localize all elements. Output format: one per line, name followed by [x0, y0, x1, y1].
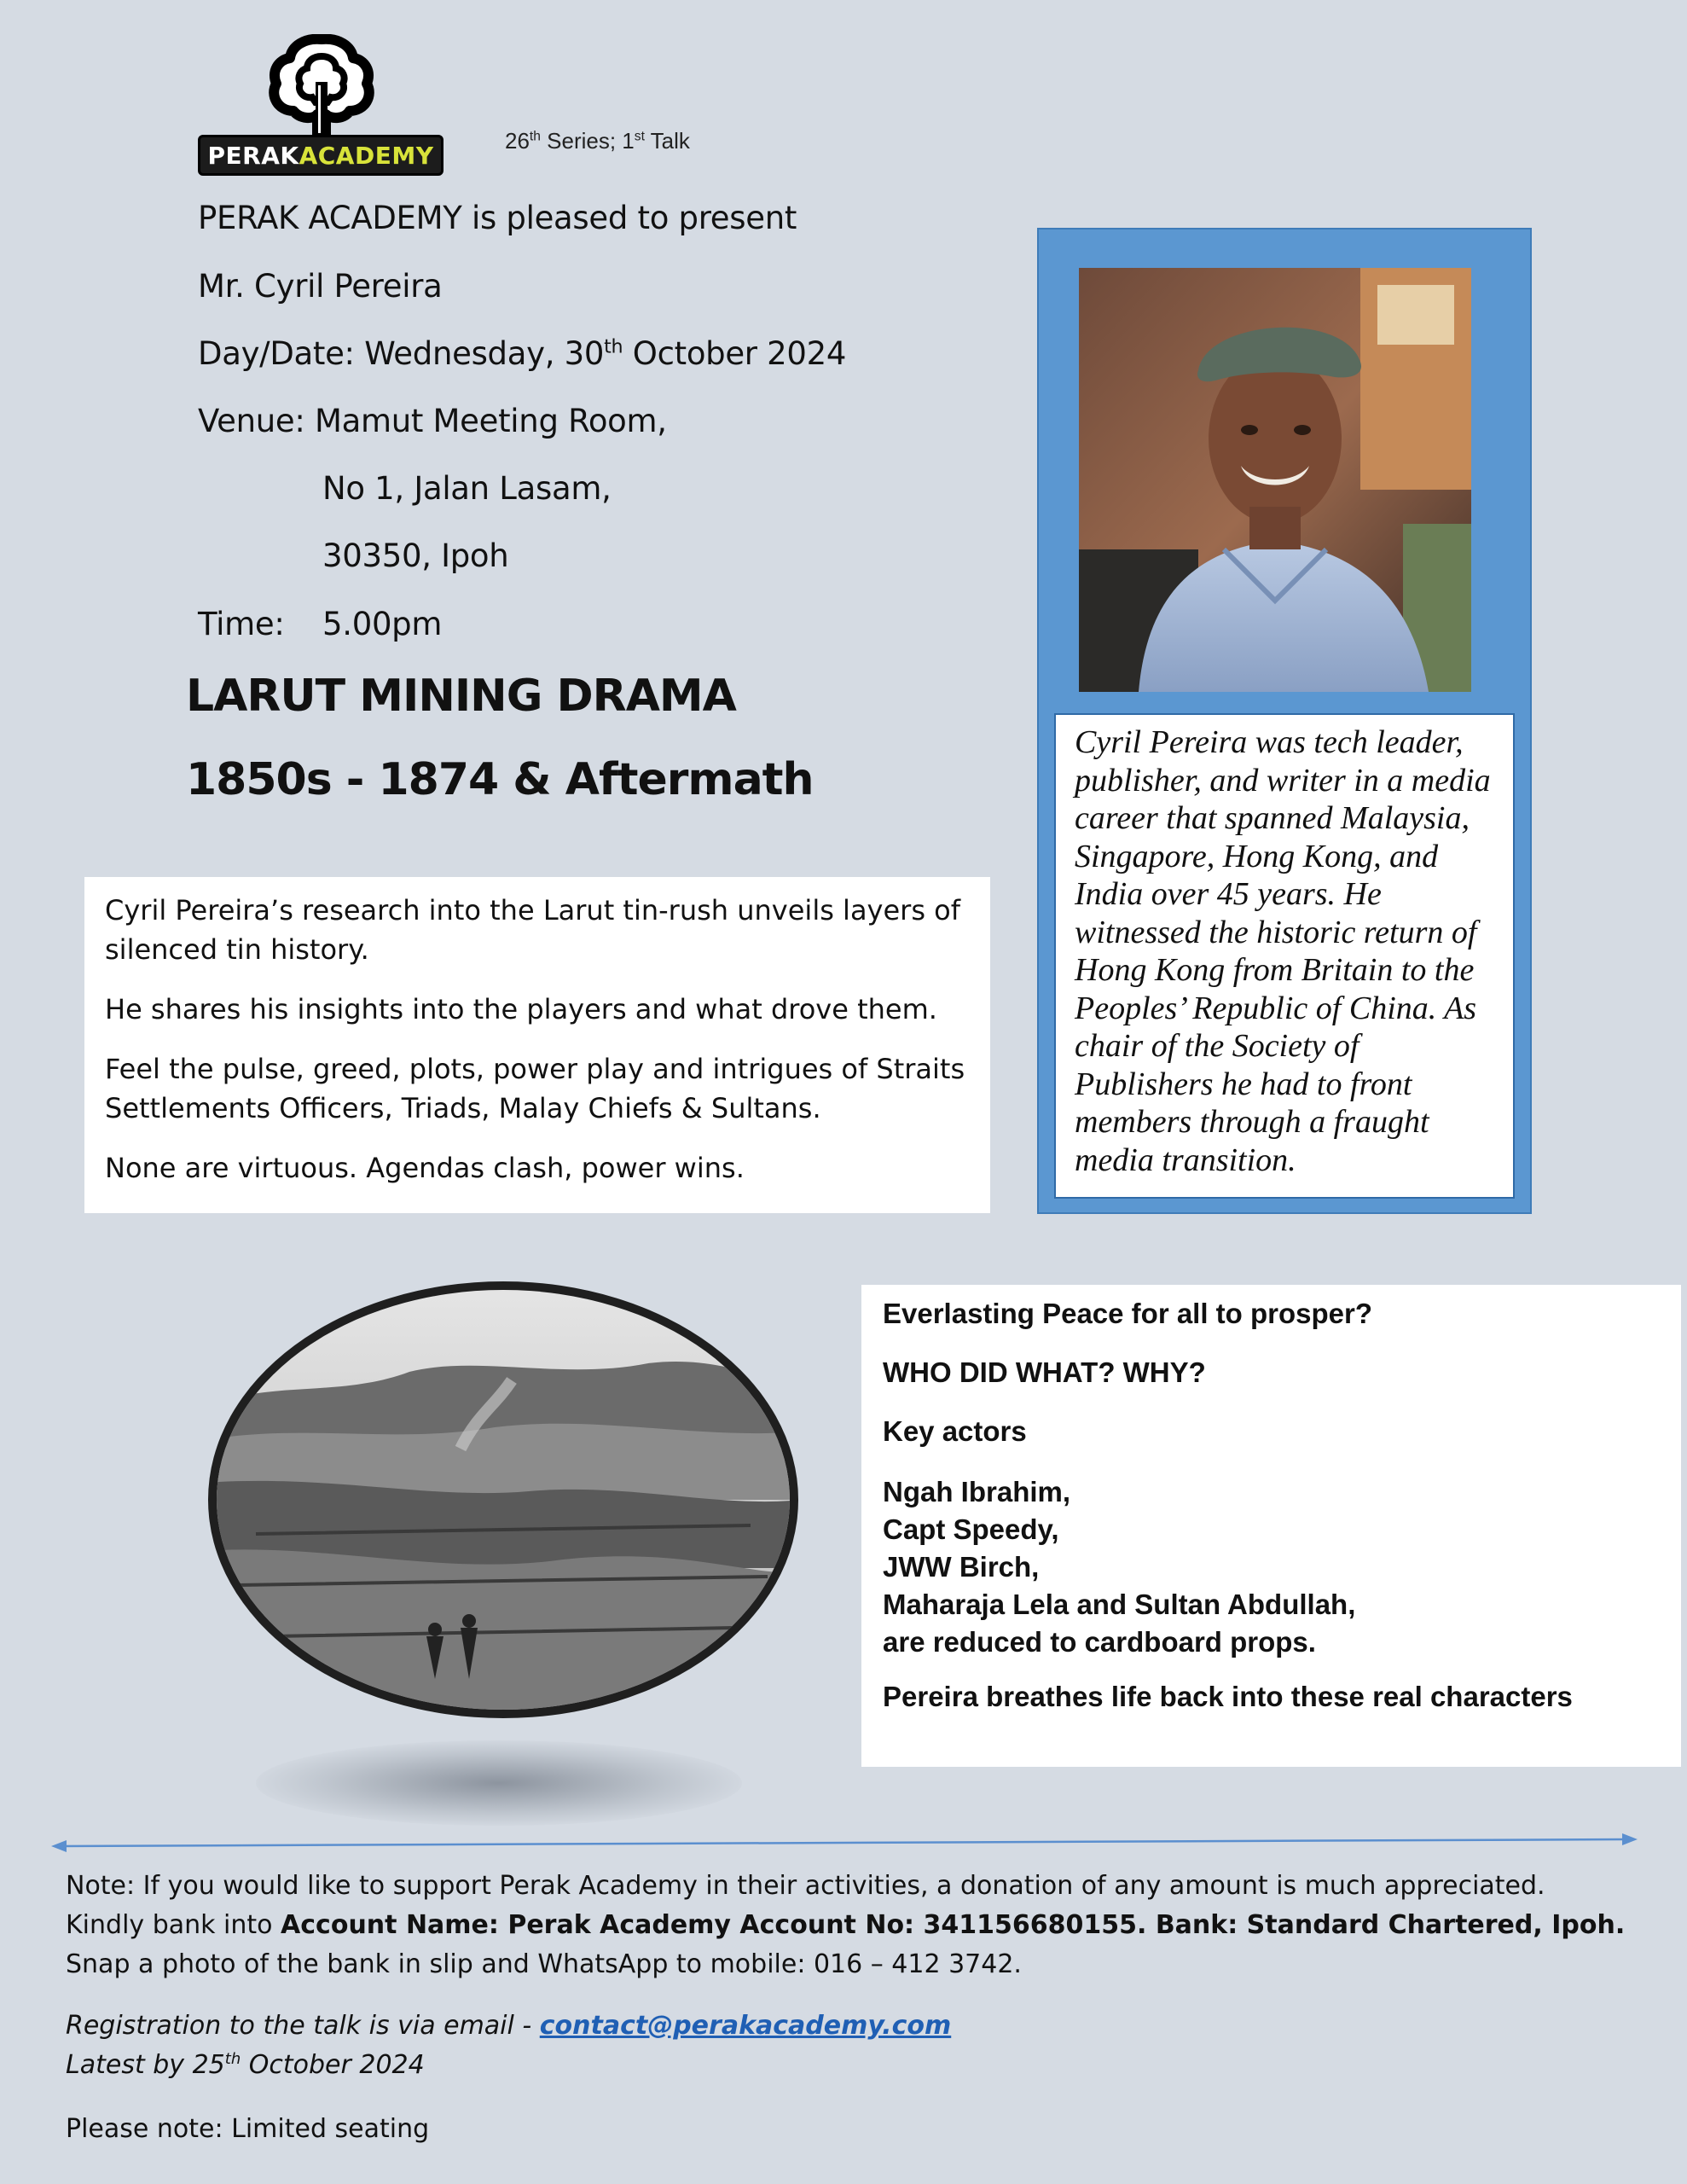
tree-icon [266, 34, 377, 136]
perak-academy-logo [198, 34, 445, 177]
description-paragraph: He shares his insights into the players and what drove them. [105, 993, 937, 1025]
speaker-photo [1079, 268, 1471, 692]
donation-note: Note: If you would like to support Perak Academy in their activities, a donation of any amount is much appreciated. [66, 1871, 1545, 1901]
logo-text: PERAKACADEMY [207, 141, 434, 170]
whatsapp-note: Snap a photo of the bank in slip and WhatsApp to mobile: 016 – 412 3742. [66, 1949, 1022, 1979]
registration-line: Registration to the talk is via email - contact@perakacademy.com [66, 2011, 952, 2041]
question-peace: Everlasting Peace for all to prosper? [883, 1298, 1373, 1329]
actor-name: are reduced to cardboard props. [883, 1626, 1316, 1658]
actor-name: Maharaja Lela and Sultan Abdullah, [883, 1589, 1356, 1620]
closing-line: Pereira breathes life back into these real characters [883, 1681, 1573, 1712]
photo-shadow [256, 1740, 742, 1826]
time-label: Time: [198, 606, 285, 642]
question-who: WHO DID WHAT? WHY? [883, 1356, 1206, 1388]
actor-name: JWW Birch, [883, 1551, 1040, 1583]
double-arrow-divider [51, 1833, 1638, 1858]
venue-line-3: 30350, Ipoh [322, 537, 509, 574]
time-value: 5.00pm [322, 606, 443, 642]
larut-mine-photo [205, 1278, 802, 1722]
event-time [198, 606, 443, 642]
venue-line-2: No 1, Jalan Lasam, [322, 470, 612, 507]
actor-name: Capt Speedy, [883, 1513, 1059, 1545]
venue-line-1: Venue: Mamut Meeting Room, [198, 403, 667, 439]
speaker-name: Mr. Cyril Pereira [198, 268, 443, 305]
speaker-bio-panel [1037, 228, 1532, 1214]
key-actors-box [861, 1285, 1681, 1767]
description-paragraph: Cyril Pereira’s research into the Larut tin-rush unveils layers of silenced tin history. [105, 894, 961, 966]
actor-name: Ngah Ibrahim, [883, 1476, 1071, 1507]
bank-details: Kindly bank into Account Name: Perak Academy Account No: 341156680155. Bank: Standard Chartered, Ipoh. [66, 1910, 1626, 1940]
description-box [84, 877, 990, 1213]
limited-seating-note: Please note: Limited seating [66, 2114, 430, 2144]
description-paragraph: None are virtuous. Agendas clash, power wins. [105, 1152, 745, 1184]
key-actors-heading: Key actors [883, 1415, 1027, 1447]
logo-plate [198, 135, 443, 176]
registration-deadline: Latest by 25th October 2024 [66, 2050, 425, 2080]
actor-list [883, 1473, 1660, 1661]
event-date: Day/Date: Wednesday, 30th October 2024 [198, 335, 847, 372]
email-link[interactable]: contact@perakacademy.com [539, 2011, 952, 2041]
presents-line: PERAK ACADEMY is pleased to present [198, 200, 797, 236]
description-paragraph: Feel the pulse, greed, plots, power play and intrigues of Straits Settlements Officers, Triads, Malay Chiefs & Sultans. [105, 1053, 965, 1124]
speaker-bio-text: Cyril Pereira was tech leader, publisher, and writer in a media career that spanned Malaysia, Singapore, Hong Kong, and India over 45 years. He witnessed the historic return of Hong Kong from Britain to the Peoples’ Republic of China. As chair of the Society of Publishers he had to front members through a fraught media transition. [1054, 713, 1515, 1199]
series-label: 26th Series; 1st Talk [505, 128, 690, 154]
talk-subtitle: 1850s - 1874 & Aftermath [186, 754, 814, 805]
talk-title: LARUT MINING DRAMA [186, 671, 736, 722]
